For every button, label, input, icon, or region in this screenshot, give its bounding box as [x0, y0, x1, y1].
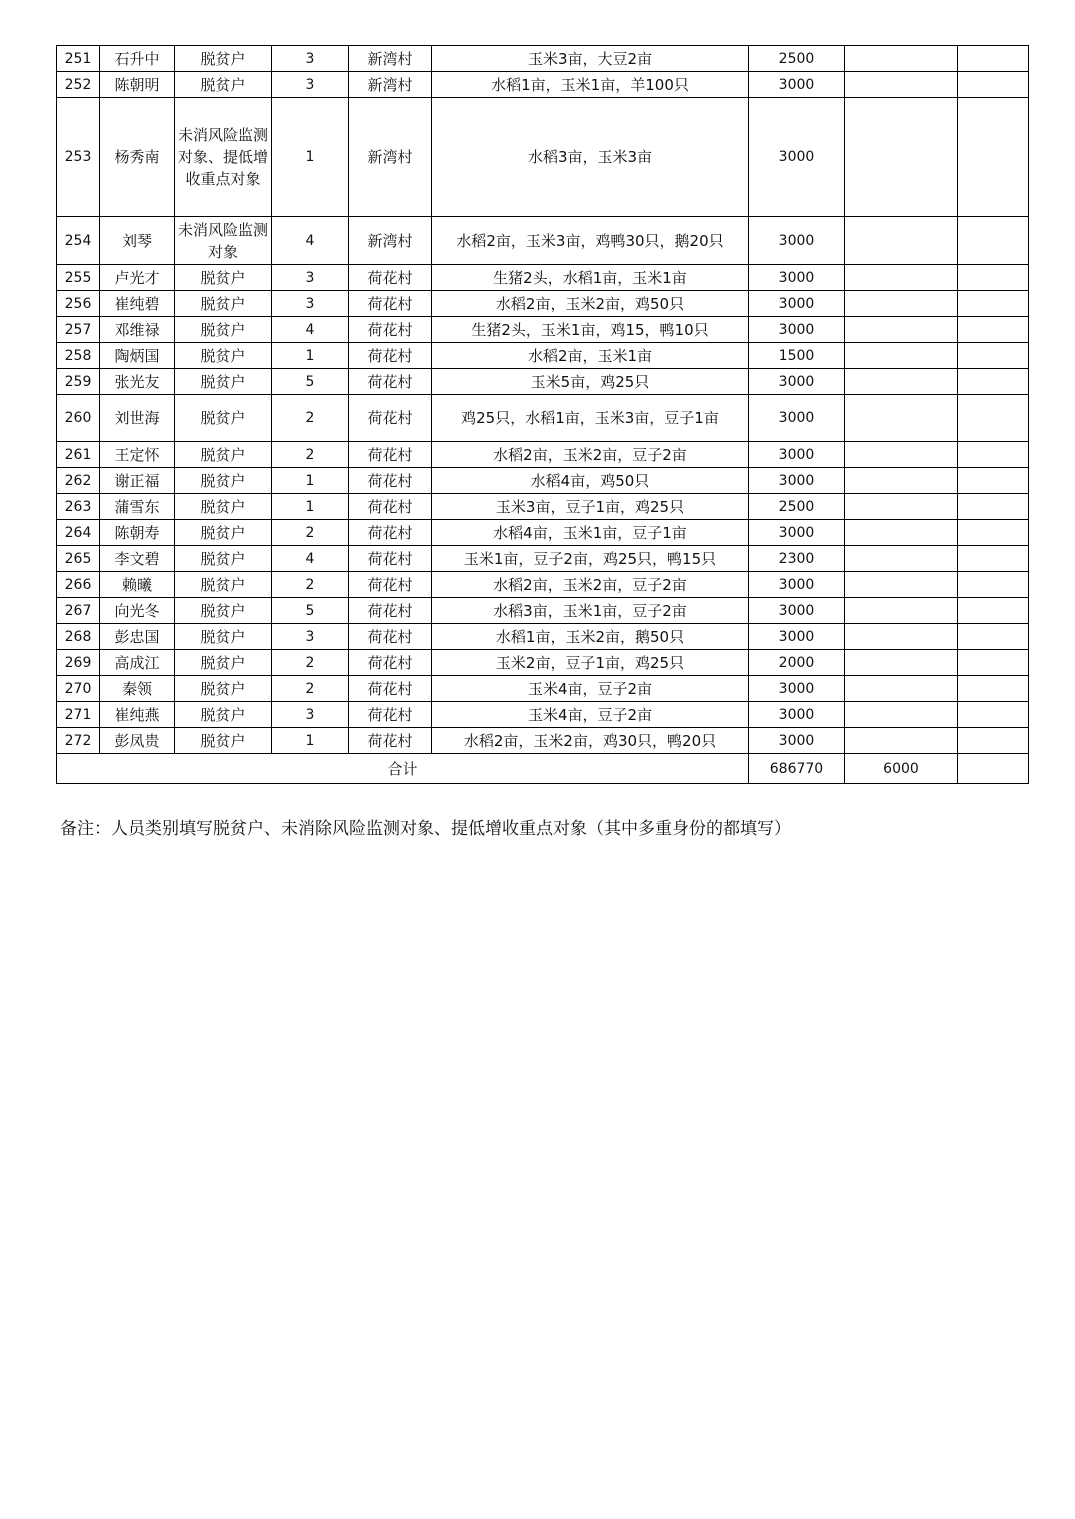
extra-cell-1	[845, 217, 958, 265]
table-row	[57, 72, 1029, 98]
village-cell: 荷花村	[349, 291, 432, 317]
table-row	[57, 520, 1029, 546]
extra-cell-1	[845, 572, 958, 598]
village-cell: 荷花村	[349, 598, 432, 624]
members-cell: 3	[272, 46, 349, 72]
category-cell: 脱贫户	[175, 317, 272, 343]
table-row	[57, 702, 1029, 728]
category-cell: 脱贫户	[175, 395, 272, 442]
row-number: 265	[57, 546, 100, 572]
extra-cell-1	[845, 468, 958, 494]
table-row	[57, 395, 1029, 442]
category-cell: 脱贫户	[175, 494, 272, 520]
extra-cell-2	[958, 369, 1029, 395]
name-cell: 谢正福	[100, 468, 175, 494]
extra-cell-2	[958, 343, 1029, 369]
name-cell: 邓维禄	[100, 317, 175, 343]
amount-cell: 2500	[749, 46, 845, 72]
name-cell: 秦领	[100, 676, 175, 702]
village-cell: 荷花村	[349, 343, 432, 369]
amount-cell: 2000	[749, 650, 845, 676]
extra-cell-1	[845, 291, 958, 317]
name-cell: 崔纯燕	[100, 702, 175, 728]
amount-cell: 3000	[749, 442, 845, 468]
content-cell: 玉米4亩，豆子2亩	[432, 702, 749, 728]
amount-cell: 3000	[749, 98, 845, 217]
row-number: 255	[57, 265, 100, 291]
table-row	[57, 624, 1029, 650]
extra-cell-1	[845, 624, 958, 650]
category-cell: 脱贫户	[175, 546, 272, 572]
content-cell: 水稻4亩，玉米1亩，豆子1亩	[432, 520, 749, 546]
total-extra-2	[958, 754, 1029, 784]
category-cell: 脱贫户	[175, 676, 272, 702]
village-cell: 荷花村	[349, 265, 432, 291]
extra-cell-2	[958, 624, 1029, 650]
table-row	[57, 442, 1029, 468]
category-cell: 脱贫户	[175, 442, 272, 468]
category-cell: 脱贫户	[175, 572, 272, 598]
members-cell: 2	[272, 676, 349, 702]
row-number: 263	[57, 494, 100, 520]
category-cell: 未消风险监测对象、提低增收重点对象	[175, 98, 272, 217]
name-cell: 刘琴	[100, 217, 175, 265]
row-number: 258	[57, 343, 100, 369]
amount-cell: 2500	[749, 494, 845, 520]
extra-cell-1	[845, 442, 958, 468]
amount-cell: 2300	[749, 546, 845, 572]
extra-cell-1	[845, 98, 958, 217]
village-cell: 荷花村	[349, 520, 432, 546]
table-row	[57, 291, 1029, 317]
category-cell: 脱贫户	[175, 343, 272, 369]
content-cell: 玉米4亩，豆子2亩	[432, 676, 749, 702]
amount-cell: 3000	[749, 520, 845, 546]
name-cell: 崔纯碧	[100, 291, 175, 317]
row-number: 272	[57, 728, 100, 754]
row-number: 256	[57, 291, 100, 317]
content-cell: 玉米5亩，鸡25只	[432, 369, 749, 395]
name-cell: 陈朝明	[100, 72, 175, 98]
name-cell: 陶炳国	[100, 343, 175, 369]
household-table	[56, 45, 1029, 784]
extra-cell-2	[958, 728, 1029, 754]
extra-cell-1	[845, 369, 958, 395]
content-cell: 生猪2头，水稻1亩，玉米1亩	[432, 265, 749, 291]
content-cell: 水稻2亩，玉米1亩	[432, 343, 749, 369]
amount-cell: 3000	[749, 572, 845, 598]
extra-cell-1	[845, 598, 958, 624]
extra-cell-1	[845, 728, 958, 754]
category-cell: 未消风险监测对象	[175, 217, 272, 265]
total-row	[57, 754, 1029, 784]
village-cell: 荷花村	[349, 442, 432, 468]
amount-cell: 3000	[749, 728, 845, 754]
content-cell: 水稻1亩，玉米1亩，羊100只	[432, 72, 749, 98]
members-cell: 3	[272, 702, 349, 728]
extra-cell-1	[845, 46, 958, 72]
table-row	[57, 265, 1029, 291]
extra-cell-1	[845, 546, 958, 572]
table-row	[57, 98, 1029, 217]
amount-cell: 3000	[749, 369, 845, 395]
name-cell: 高成江	[100, 650, 175, 676]
name-cell: 王定怀	[100, 442, 175, 468]
table-row	[57, 46, 1029, 72]
table-row	[57, 728, 1029, 754]
row-number: 268	[57, 624, 100, 650]
village-cell: 荷花村	[349, 468, 432, 494]
extra-cell-2	[958, 676, 1029, 702]
row-number: 257	[57, 317, 100, 343]
row-number: 271	[57, 702, 100, 728]
extra-cell-2	[958, 468, 1029, 494]
name-cell: 彭忠国	[100, 624, 175, 650]
village-cell: 荷花村	[349, 572, 432, 598]
table-row	[57, 676, 1029, 702]
table-row	[57, 217, 1029, 265]
village-cell: 荷花村	[349, 624, 432, 650]
amount-cell: 3000	[749, 291, 845, 317]
members-cell: 1	[272, 494, 349, 520]
village-cell: 新湾村	[349, 98, 432, 217]
members-cell: 5	[272, 598, 349, 624]
category-cell: 脱贫户	[175, 624, 272, 650]
members-cell: 1	[272, 343, 349, 369]
category-cell: 脱贫户	[175, 598, 272, 624]
members-cell: 1	[272, 728, 349, 754]
extra-cell-2	[958, 702, 1029, 728]
content-cell: 水稻3亩，玉米3亩	[432, 98, 749, 217]
members-cell: 4	[272, 546, 349, 572]
row-number: 269	[57, 650, 100, 676]
extra-cell-2	[958, 46, 1029, 72]
category-cell: 脱贫户	[175, 265, 272, 291]
name-cell: 杨秀南	[100, 98, 175, 217]
total-label: 合计	[57, 754, 749, 784]
table-row	[57, 650, 1029, 676]
category-cell: 脱贫户	[175, 728, 272, 754]
table-row	[57, 369, 1029, 395]
village-cell: 荷花村	[349, 702, 432, 728]
row-number: 252	[57, 72, 100, 98]
row-number: 259	[57, 369, 100, 395]
content-cell: 玉米2亩，豆子1亩，鸡25只	[432, 650, 749, 676]
extra-cell-2	[958, 72, 1029, 98]
row-number: 264	[57, 520, 100, 546]
content-cell: 水稻2亩，玉米2亩，鸡30只，鸭20只	[432, 728, 749, 754]
amount-cell: 3000	[749, 217, 845, 265]
name-cell: 张光友	[100, 369, 175, 395]
extra-cell-1	[845, 343, 958, 369]
village-cell: 荷花村	[349, 317, 432, 343]
extra-cell-1	[845, 676, 958, 702]
category-cell: 脱贫户	[175, 650, 272, 676]
category-cell: 脱贫户	[175, 369, 272, 395]
extra-cell-2	[958, 572, 1029, 598]
extra-cell-2	[958, 520, 1029, 546]
row-number: 251	[57, 46, 100, 72]
amount-cell: 3000	[749, 72, 845, 98]
category-cell: 脱贫户	[175, 520, 272, 546]
members-cell: 3	[272, 265, 349, 291]
extra-cell-1	[845, 520, 958, 546]
extra-cell-1	[845, 702, 958, 728]
village-cell: 荷花村	[349, 650, 432, 676]
members-cell: 3	[272, 624, 349, 650]
amount-cell: 1500	[749, 343, 845, 369]
row-number: 254	[57, 217, 100, 265]
amount-cell: 3000	[749, 702, 845, 728]
members-cell: 2	[272, 650, 349, 676]
content-cell: 玉米3亩，豆子1亩，鸡25只	[432, 494, 749, 520]
extra-cell-2	[958, 442, 1029, 468]
name-cell: 刘世海	[100, 395, 175, 442]
category-cell: 脱贫户	[175, 72, 272, 98]
amount-cell: 3000	[749, 624, 845, 650]
content-cell: 水稻4亩，鸡50只	[432, 468, 749, 494]
extra-cell-2	[958, 291, 1029, 317]
row-number: 266	[57, 572, 100, 598]
amount-cell: 3000	[749, 676, 845, 702]
amount-cell: 3000	[749, 265, 845, 291]
amount-cell: 3000	[749, 317, 845, 343]
members-cell: 3	[272, 72, 349, 98]
extra-cell-1	[845, 317, 958, 343]
name-cell: 石升中	[100, 46, 175, 72]
content-cell: 水稻3亩，玉米1亩，豆子2亩	[432, 598, 749, 624]
row-number: 261	[57, 442, 100, 468]
name-cell: 卢光才	[100, 265, 175, 291]
members-cell: 2	[272, 572, 349, 598]
content-cell: 水稻2亩，玉米2亩，鸡50只	[432, 291, 749, 317]
amount-cell: 3000	[749, 395, 845, 442]
footnote: 备注：人员类别填写脱贫户、未消除风险监测对象、提低增收重点对象（其中多重身份的都填写）	[60, 819, 791, 839]
row-number: 253	[57, 98, 100, 217]
content-cell: 水稻2亩，玉米2亩，豆子2亩	[432, 572, 749, 598]
category-cell: 脱贫户	[175, 46, 272, 72]
row-number: 262	[57, 468, 100, 494]
members-cell: 4	[272, 217, 349, 265]
members-cell: 2	[272, 442, 349, 468]
extra-cell-2	[958, 650, 1029, 676]
members-cell: 3	[272, 291, 349, 317]
content-cell: 水稻2亩，玉米3亩，鸡鸭30只，鹅20只	[432, 217, 749, 265]
content-cell: 玉米1亩，豆子2亩，鸡25只，鸭15只	[432, 546, 749, 572]
village-cell: 荷花村	[349, 676, 432, 702]
extra-cell-1	[845, 650, 958, 676]
extra-cell-2	[958, 217, 1029, 265]
table-row	[57, 494, 1029, 520]
table-row	[57, 546, 1029, 572]
extra-cell-2	[958, 395, 1029, 442]
row-number: 260	[57, 395, 100, 442]
category-cell: 脱贫户	[175, 702, 272, 728]
content-cell: 玉米3亩，大豆2亩	[432, 46, 749, 72]
content-cell: 鸡25只，水稻1亩，玉米3亩，豆子1亩	[432, 395, 749, 442]
village-cell: 荷花村	[349, 395, 432, 442]
village-cell: 荷花村	[349, 369, 432, 395]
village-cell: 荷花村	[349, 728, 432, 754]
category-cell: 脱贫户	[175, 291, 272, 317]
members-cell: 2	[272, 395, 349, 442]
name-cell: 蒲雪东	[100, 494, 175, 520]
members-cell: 4	[272, 317, 349, 343]
name-cell: 彭凤贵	[100, 728, 175, 754]
village-cell: 荷花村	[349, 546, 432, 572]
extra-cell-2	[958, 598, 1029, 624]
table-row	[57, 317, 1029, 343]
name-cell: 陈朝寿	[100, 520, 175, 546]
village-cell: 新湾村	[349, 217, 432, 265]
members-cell: 1	[272, 98, 349, 217]
village-cell: 新湾村	[349, 72, 432, 98]
table-body	[57, 46, 1029, 784]
total-extra-1: 6000	[845, 754, 958, 784]
extra-cell-2	[958, 98, 1029, 217]
content-cell: 生猪2头，玉米1亩，鸡15，鸭10只	[432, 317, 749, 343]
extra-cell-1	[845, 395, 958, 442]
amount-cell: 3000	[749, 468, 845, 494]
members-cell: 1	[272, 468, 349, 494]
village-cell: 荷花村	[349, 494, 432, 520]
row-number: 267	[57, 598, 100, 624]
total-amount: 686770	[749, 754, 845, 784]
village-cell: 新湾村	[349, 46, 432, 72]
members-cell: 5	[272, 369, 349, 395]
table-row	[57, 598, 1029, 624]
extra-cell-2	[958, 317, 1029, 343]
extra-cell-2	[958, 546, 1029, 572]
extra-cell-1	[845, 494, 958, 520]
category-cell: 脱贫户	[175, 468, 272, 494]
name-cell: 赖曦	[100, 572, 175, 598]
content-cell: 水稻1亩，玉米2亩，鹅50只	[432, 624, 749, 650]
members-cell: 2	[272, 520, 349, 546]
name-cell: 李文碧	[100, 546, 175, 572]
extra-cell-1	[845, 72, 958, 98]
extra-cell-2	[958, 494, 1029, 520]
row-number: 270	[57, 676, 100, 702]
table-row	[57, 468, 1029, 494]
amount-cell: 3000	[749, 598, 845, 624]
name-cell: 向光冬	[100, 598, 175, 624]
table-row	[57, 343, 1029, 369]
extra-cell-1	[845, 265, 958, 291]
table-row	[57, 572, 1029, 598]
extra-cell-2	[958, 265, 1029, 291]
content-cell: 水稻2亩，玉米2亩，豆子2亩	[432, 442, 749, 468]
